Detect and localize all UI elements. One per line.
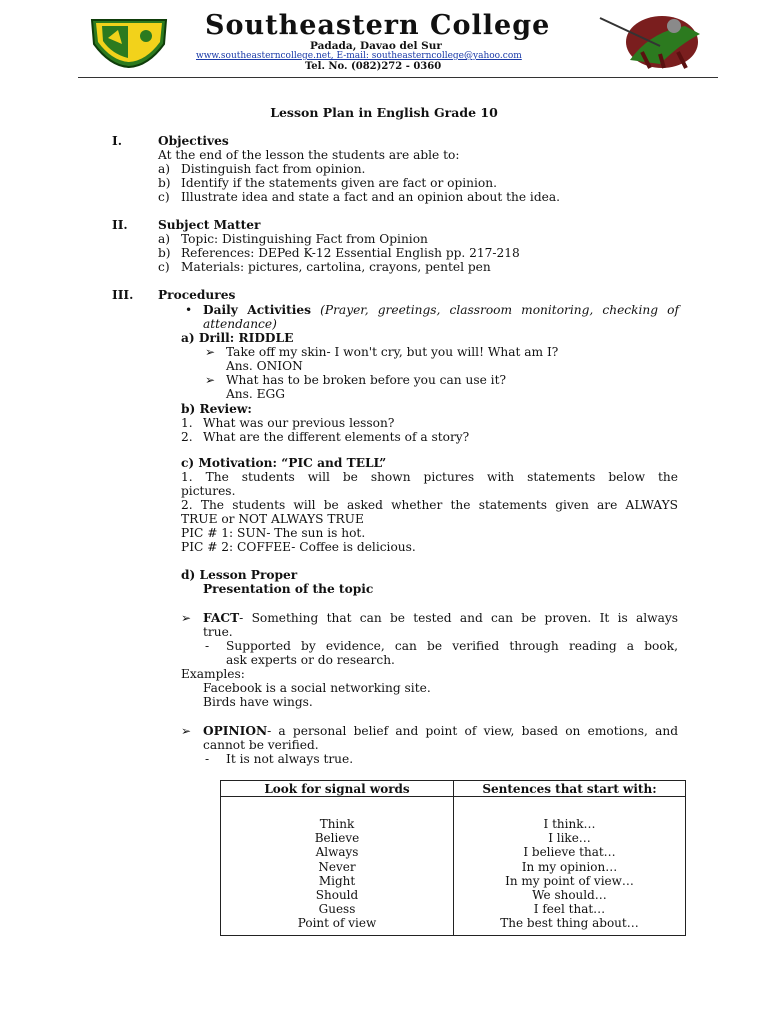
picture-statement: PIC # 1: SUN- The sun is hot. <box>181 526 366 540</box>
sentence-starters-cell <box>454 797 686 936</box>
column-header-signal-words: Look for signal words <box>221 781 454 797</box>
arrow-bullet-icon: ➢ <box>181 611 192 625</box>
fact-support: Supported by evidence, can be verified through reading a book, <box>226 639 678 653</box>
college-telephone: Tel. No. (082)272 - 0360 <box>305 61 442 72</box>
dash-bullet: - <box>205 639 210 653</box>
list-marker: b) <box>158 246 171 260</box>
signal-word: Think <box>319 817 355 831</box>
list-item: Distinguish fact from opinion. <box>181 162 366 176</box>
daily-activities-label: Daily Activities <box>203 303 312 317</box>
opinion-term: OPINION <box>203 724 268 738</box>
lesson-proper-label: d) Lesson Proper <box>181 568 298 582</box>
objectives-intro: At the end of the lesson the students are able to: <box>158 148 460 162</box>
section-number: II. <box>112 218 128 232</box>
fact-definition-cont: true. <box>203 625 233 639</box>
sentence-starter: I believe that… <box>523 845 616 860</box>
opinion-definition-text: - a personal belief and point of view, based on emotions, and <box>267 724 678 738</box>
riddle-answer: Ans. ONION <box>226 359 303 373</box>
page-title: Lesson Plan in English Grade 10 <box>270 105 498 120</box>
section-number: I. <box>112 134 122 148</box>
fact-term: FACT <box>203 611 240 625</box>
list-item: Identify if the statements given are fact or opinion. <box>181 176 497 190</box>
sentence-starter: I feel that… <box>533 902 606 917</box>
review-question: What are the different elements of a story? <box>203 430 470 444</box>
signal-word: Believe <box>314 831 360 846</box>
list-marker: 1. <box>181 416 193 430</box>
arrow-bullet-icon: ➢ <box>205 373 216 387</box>
signal-word: Never <box>318 859 356 874</box>
review-question: What was our previous lesson? <box>203 416 395 430</box>
section-number: III. <box>112 288 134 302</box>
list-marker: c) <box>158 190 170 204</box>
signal-word: Might <box>318 873 356 888</box>
motivation-label: c) Motivation: “PIC and TELL” <box>181 456 387 470</box>
daily-activities-line <box>203 303 679 317</box>
riddle-question: What has to be broken before you can use it? <box>226 373 506 387</box>
arrow-bullet-icon: ➢ <box>181 724 192 738</box>
list-marker: a) <box>158 162 171 176</box>
sentence-starter: In my opinion… <box>521 859 618 874</box>
list-item: References: DEPed K-12 Essential English pp. 217-218 <box>181 246 520 260</box>
sentence-starter: The best thing about… <box>500 916 639 931</box>
table-row <box>221 797 686 936</box>
list-item: Materials: pictures, cartolina, crayons, pentel pen <box>181 260 491 274</box>
daily-activities-note: (Prayer, greetings, classroom monitoring, checking of <box>320 303 680 317</box>
riddle-answer: Ans. EGG <box>226 387 286 401</box>
signal-words-table <box>220 780 686 936</box>
opinion-definition-cont: cannot be verified. <box>203 738 319 752</box>
presentation-label: Presentation of the topic <box>203 582 374 596</box>
list-marker: 2. <box>181 430 193 444</box>
signal-word: Always <box>315 845 359 860</box>
college-address: Padada, Davao del Sur <box>310 40 442 52</box>
example-item: Birds have wings. <box>203 695 313 709</box>
motivation-step-1: 1. The students will be shown pictures with statements below the <box>181 470 678 484</box>
bullet-icon: • <box>185 303 193 317</box>
list-marker: c) <box>158 260 170 274</box>
fact-definition-text: - Something that can be tested and can be proven. It is always <box>239 611 678 625</box>
fact-support-cont: ask experts or do research. <box>226 653 395 667</box>
riddle-question: Take off my skin- I won't cry, but you will! What am I? <box>226 345 559 359</box>
signal-word: Guess <box>318 902 356 917</box>
signal-words-cell <box>221 797 454 936</box>
section-heading-objectives: Objectives <box>158 134 229 148</box>
sentence-starter: I think… <box>543 817 596 831</box>
daily-activities-note-cont: attendance) <box>203 317 277 331</box>
example-item: Facebook is a social networking site. <box>203 681 431 695</box>
knight-emblem <box>590 12 710 70</box>
list-item: Illustrate idea and state a fact and an opinion about the idea. <box>181 190 560 204</box>
signal-word: Should <box>315 888 359 903</box>
motivation-step-1-cont: pictures. <box>181 484 236 498</box>
opinion-support: It is not always true. <box>226 752 354 766</box>
motivation-step-2-cont: TRUE or NOT ALWAYS TRUE <box>181 512 364 526</box>
college-name: Southeastern College <box>205 10 551 41</box>
sentence-starter: In my point of view… <box>505 873 634 888</box>
list-item: Topic: Distinguishing Fact from Opinion <box>181 232 428 246</box>
table-header-row <box>221 781 686 797</box>
list-marker: a) <box>158 232 171 246</box>
fact-definition <box>203 611 678 625</box>
sentence-starter: We should… <box>532 888 607 903</box>
college-contact-line: www.southeasterncollege.net, E-mail: southeasterncollege@yahoo.com <box>196 51 522 61</box>
review-label: b) Review: <box>181 402 252 416</box>
section-heading-procedures: Procedures <box>158 288 236 302</box>
picture-statement: PIC # 2: COFFEE- Coffee is delicious. <box>181 540 416 554</box>
list-marker: b) <box>158 176 171 190</box>
column-header-sentence-starters: Sentences that start with: <box>454 781 686 797</box>
college-logo <box>88 14 170 68</box>
arrow-bullet-icon: ➢ <box>205 345 216 359</box>
drill-label: a) Drill: RIDDLE <box>181 331 294 345</box>
examples-label: Examples: <box>181 667 245 681</box>
opinion-definition <box>203 724 678 738</box>
section-heading-subject: Subject Matter <box>158 218 261 232</box>
motivation-step-2: 2. The students will be asked whether the statements given are ALWAYS <box>181 498 678 512</box>
dash-bullet: - <box>205 752 210 766</box>
header-divider <box>78 77 718 78</box>
sentence-starter: I like… <box>548 831 591 846</box>
signal-word: Point of view <box>297 916 377 931</box>
